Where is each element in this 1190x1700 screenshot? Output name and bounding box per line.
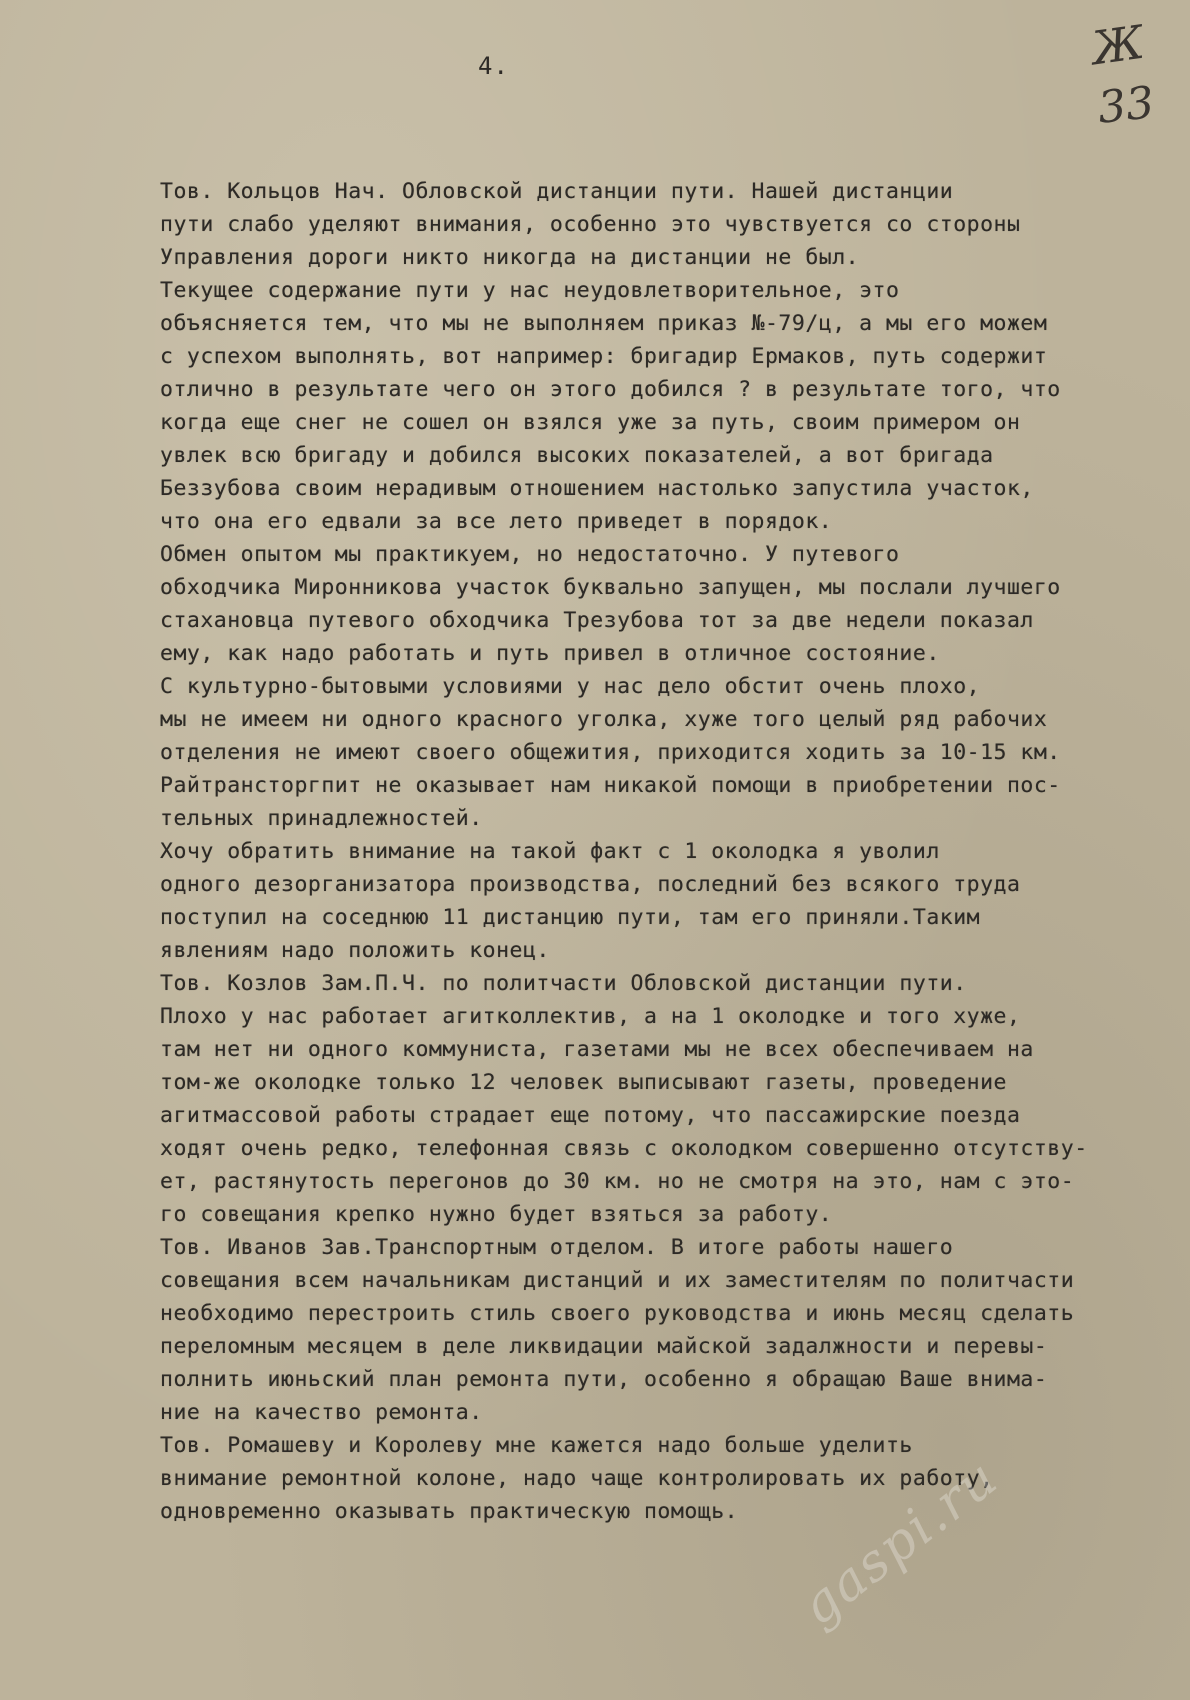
text-line: отлично в результате чего он этого добился ? в результате того, что [160,377,1061,402]
text-line: отделения не имеют своего общежития, приходится ходить за 10-15 км. [160,740,1061,765]
text-line: ние на качество ремонта. [160,1400,483,1425]
text-line: поступил на соседнюю 11 дистанцию пути, там его приняли.Таким [160,905,981,930]
text-line: с успехом выполнять, вот например: бригадир Ермаков, путь содержит [160,344,1048,369]
site-watermark: gaspi.ru [790,1447,1010,1638]
text-line: переломным месяцем в деле ликвидации майской задалжности и перевы- [160,1334,1048,1359]
text-line: Тов. Кольцов Нач. Обловской дистанции пути. Нашей дистанции [160,179,954,204]
text-line: стахановца путевого обходчика Трезубова тот за две недели показал [160,608,1034,633]
text-line: Райтрансторгпит не оказывает нам никакой помощи в приобретении пос- [160,773,1061,798]
text-line: Обмен опытом мы практикуем, но недостаточно. У путевого [160,542,900,567]
text-line: одновременно оказывать практическую помощь. [160,1499,739,1524]
page-number: 4. [478,52,509,80]
text-line: агитмассовой работы страдает еще потому, что пассажирские поезда [160,1103,1021,1128]
text-line: мы не имеем ни одного красного уголка, хуже того целый ряд рабочих [160,707,1048,732]
text-line: одного дезорганизатора производства, последний без всякого труда [160,872,1021,897]
text-line: необходимо перестроить стиль своего руководства и июнь месяц сделать [160,1301,1075,1326]
text-line: когда еще снег не сошел он взялся уже за путь, своим примером он [160,410,1021,435]
text-line: Плохо у нас работает агитколлектив, а на 1 околодке и того хуже, [160,1004,1021,1029]
text-line: тельных принадлежностей. [160,806,483,831]
text-line: Беззубова своим нерадивым отношением настолько запустила участок, [160,476,1034,501]
archive-sheet-number: 33 [1095,77,1157,134]
text-line: ет, растянутость перегонов до 30 км. но не смотря на это, нам с это- [160,1169,1075,1194]
text-line: увлек всю бригаду и добился высоких показателей, а вот бригада [160,443,994,468]
text-line: Тов. Козлов Зам.П.Ч. по политчасти Обловской дистанции пути. [160,971,967,996]
text-line: ходят очень редко, телефонная связь с околодком совершенно отсутству- [160,1136,1088,1161]
text-line: что она его едвали за все лето приведет в порядок. [160,509,833,534]
text-line: обходчика Миронникова участок буквально запущен, мы послали лучшего [160,575,1061,600]
text-line: том-же околодке только 12 человек выписывают газеты, проведение [160,1070,1007,1095]
text-line: го совещания крепко нужно будет взяться за работу. [160,1202,833,1227]
text-line: С культурно-бытовыми условиями у нас дело обстит очень плохо, [160,674,981,699]
text-line: Текущее содержание пути у нас неудовлетворительное, это [160,278,900,303]
text-line: полнить июньский план ремонта пути, особенно я обращаю Ваше внима- [160,1367,1048,1392]
text-line: ему, как надо работать и путь привел в отличное состояние. [160,641,940,666]
text-line: Управления дороги никто никогда на дистанции не был. [160,245,860,270]
text-line: Хочу обратить внимание на такой факт с 1 околодка я уволил [160,839,940,864]
text-line: Тов. Иванов Зав.Транспортным отделом. В итоге работы нашего [160,1235,954,1260]
text-line: явлениям надо положить конец. [160,938,550,963]
text-line: пути слабо уделяют внимания, особенно это чувствуется со стороны [160,212,1021,237]
text-line: Тов. Ромашеву и Королеву мне кажется надо больше уделить [160,1433,913,1458]
text-line: внимание ремонтной колоне, надо чаще контролировать их работу, [160,1466,994,1491]
archive-handwritten-mark: Ж [1088,14,1148,76]
text-line: объясняется тем, что мы не выполняем приказ №-79/ц, а мы его можем [160,311,1048,336]
text-line: там нет ни одного коммуниста, газетами мы не всех обеспечиваем на [160,1037,1034,1062]
text-line: совещания всем начальникам дистанций и их заместителям по политчасти [160,1268,1075,1293]
